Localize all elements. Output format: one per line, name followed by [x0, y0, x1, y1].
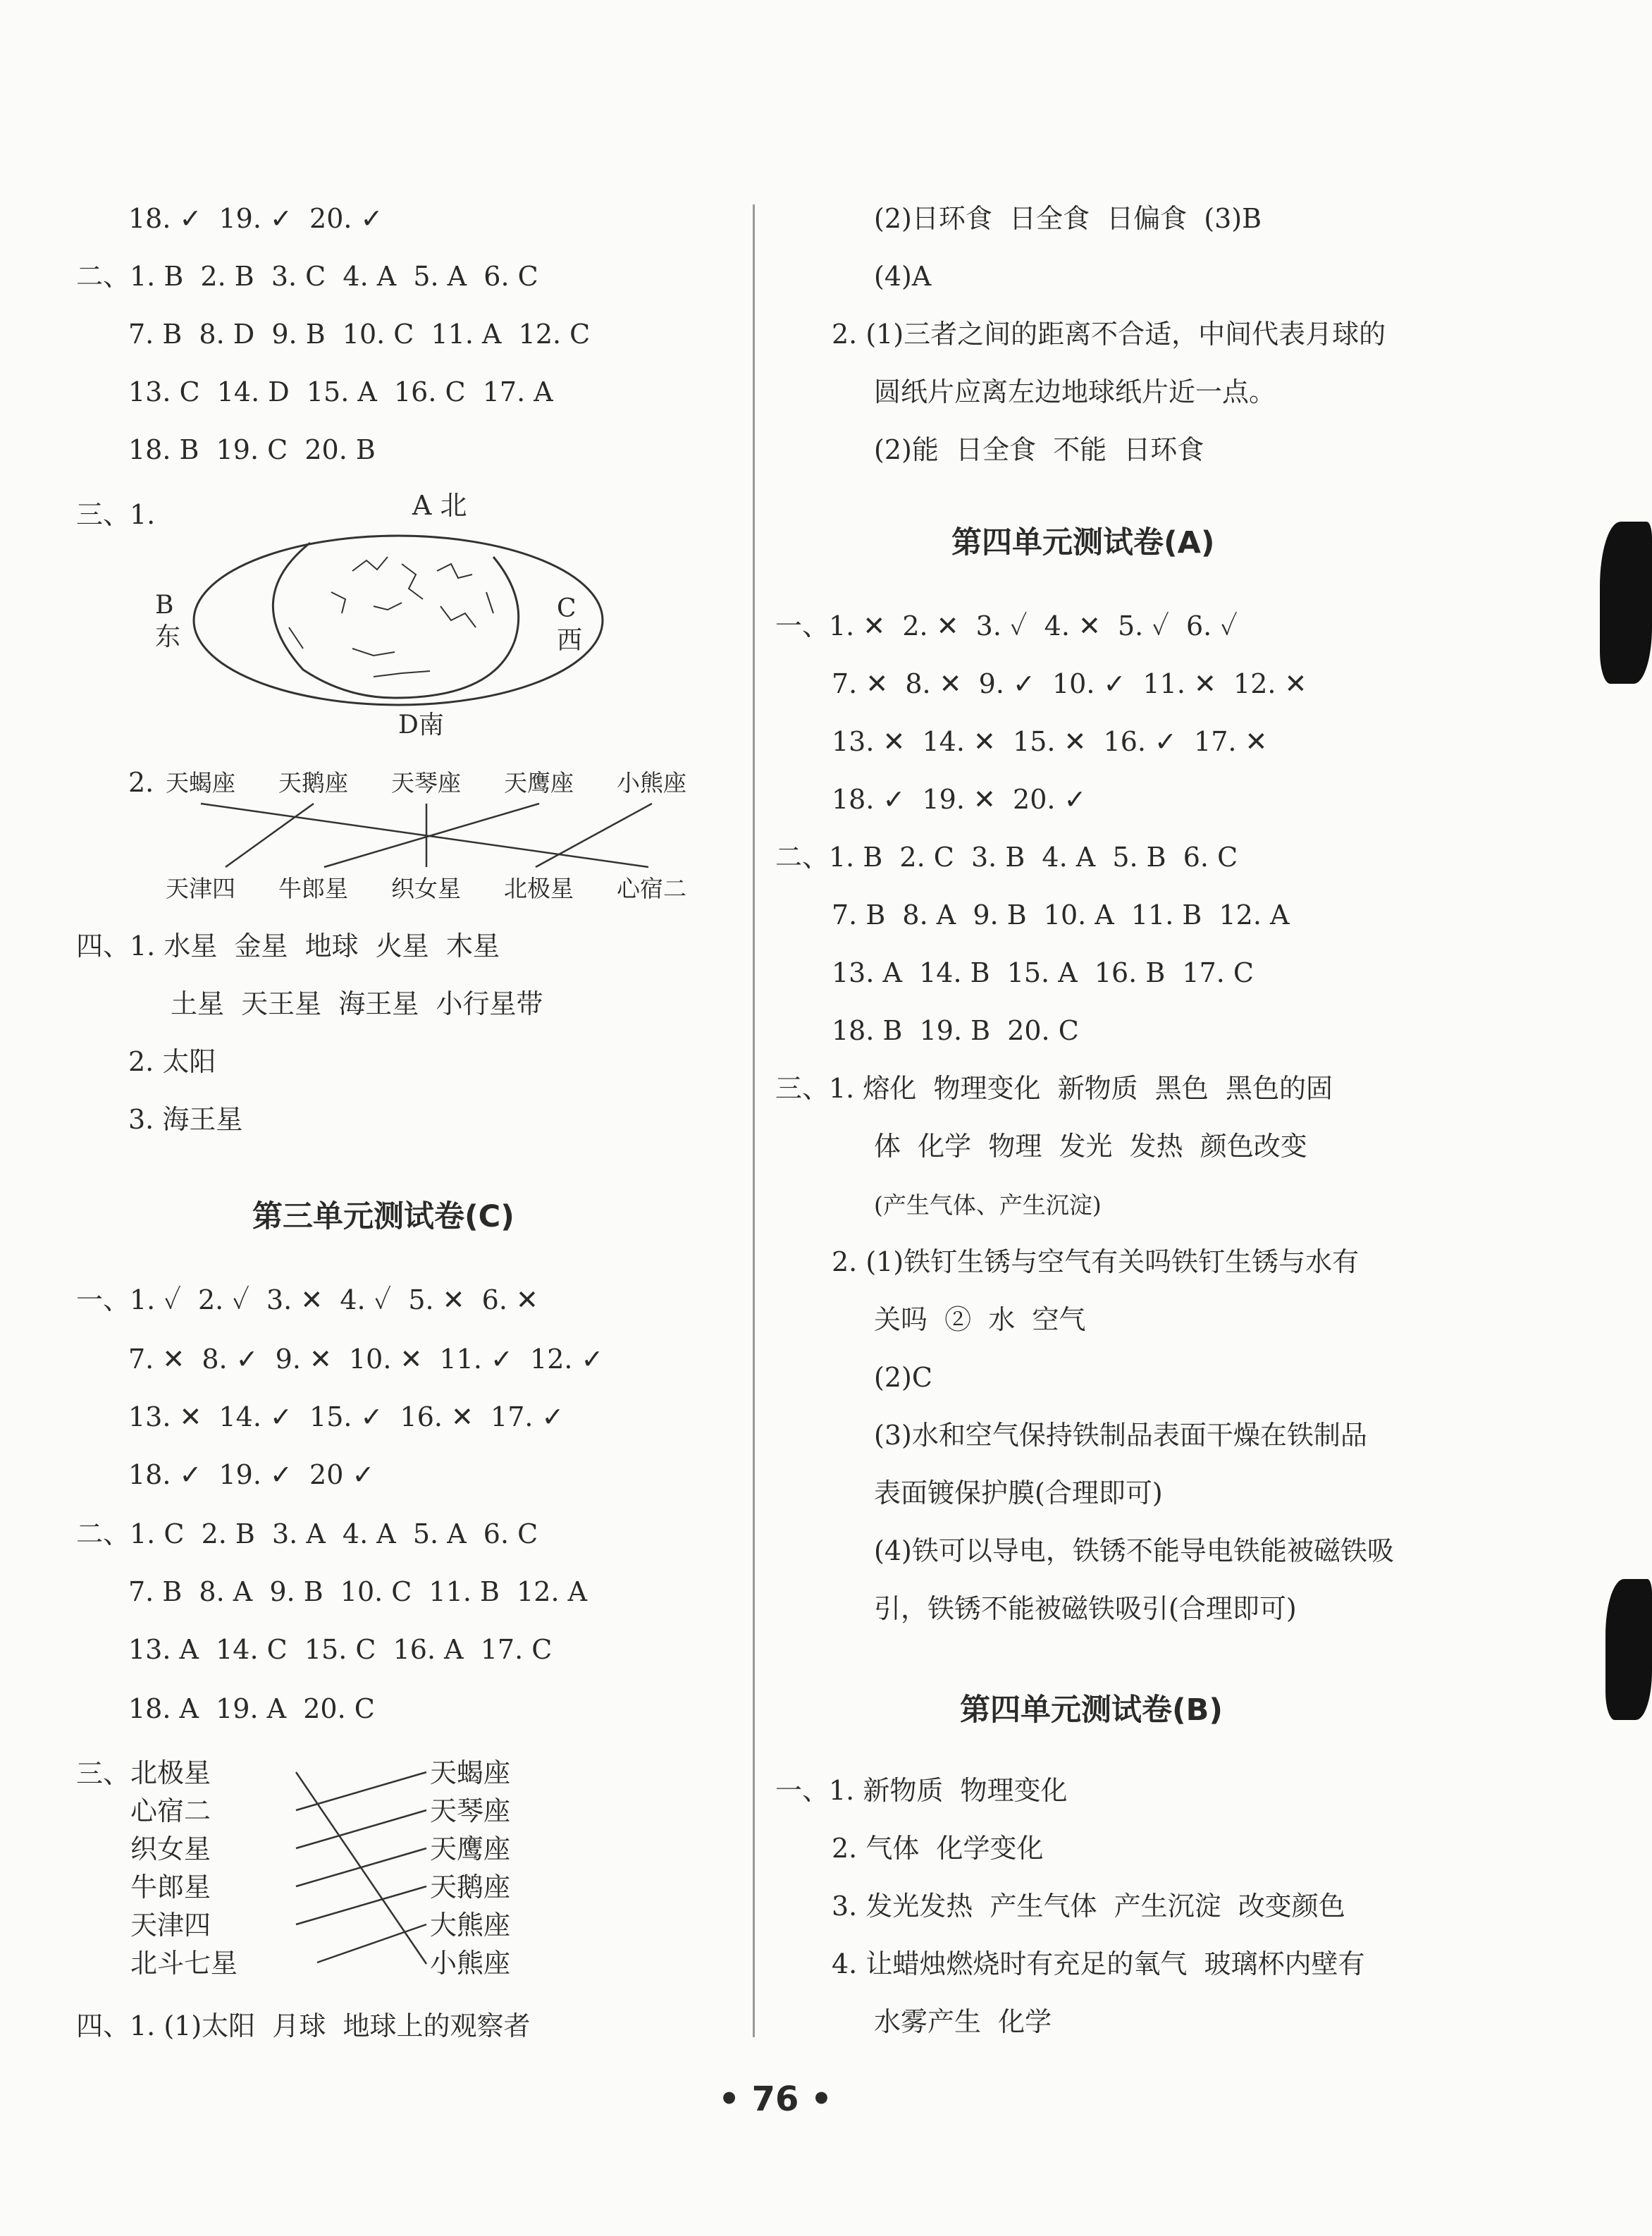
constellation-label: 天蝎座 — [166, 769, 235, 797]
answer-line: 水雾产生 化学 — [874, 2006, 1052, 2037]
answer-line: (3)水和空气保持铁制品表面干燥在铁制品 — [874, 1420, 1367, 1451]
answer-line: 土星 天王星 海王星 小行星带 — [171, 988, 543, 1019]
answer-line: 4. 让蜡烛燃烧时有充足的氧气 玻璃杯内壁有 — [832, 1948, 1365, 1979]
constellation-label: 天鹅座 — [278, 769, 348, 797]
label-west: 西 — [557, 626, 583, 655]
answer-line: (4)A — [874, 261, 932, 292]
page-number: • 76 • — [718, 2080, 832, 2119]
answer-line: 13. A 14. B 15. A 16. B 17. C — [832, 957, 1255, 988]
answer-line: 一、1. ✓ 2. ✓ 3. ✕ 4. ✓ 5. ✕ 6. ✕ — [76, 1284, 538, 1315]
answer-line: 18. ✓ 19. ✓ 20. ✓ — [128, 203, 383, 234]
matching-lines — [296, 1772, 426, 1964]
question-number: 2. — [128, 767, 154, 798]
answer-line: 18. B 19. C 20. B — [128, 434, 376, 465]
label-east: 东 — [155, 622, 181, 651]
answer-line: 3. 发光发热 产生气体 产生沉淀 改变颜色 — [832, 1891, 1345, 1922]
constellation-label: 天琴座 — [430, 1795, 511, 1826]
answer-line: (产生气体、产生沉淀) — [874, 1191, 1102, 1219]
answer-line: 三、1. 熔化 物理变化 新物质 黑色 黑色的固 — [775, 1073, 1333, 1104]
section-title: 第四单元测试卷(A) — [951, 525, 1215, 560]
answer-line: 2. (1)铁钉生锈与空气有关吗铁钉生锈与水有 — [832, 1246, 1360, 1277]
star-label: 天津四 — [130, 1910, 211, 1941]
scan-blot — [1600, 522, 1652, 684]
answer-line: 一、1. ✕ 2. ✕ 3. ✓ 4. ✕ 5. ✓ 6. ✓ — [775, 610, 1238, 641]
star-label: 心宿二 — [617, 875, 686, 902]
label-b: B — [155, 591, 174, 620]
label-c: C — [557, 594, 577, 623]
star-label: 心宿二 — [130, 1795, 211, 1826]
star-label: 北斗七星 — [130, 1948, 238, 1979]
answer-line: 体 化学 物理 发光 发热 颜色改变 — [874, 1131, 1307, 1162]
star-label: 织女星 — [391, 875, 461, 902]
answer-line: 二、1. B 2. B 3. C 4. A 5. A 6. C — [76, 261, 538, 292]
answer-line: 7. B 8. D 9. B 10. C 11. A 12. C — [128, 319, 591, 350]
answer-line: 18. B 19. B 20. C — [832, 1015, 1079, 1046]
constellation-label: 小熊座 — [617, 769, 686, 797]
star-label: 北极星 — [130, 1757, 211, 1788]
answer-line: 四、1. 水星 金星 地球 火星 木星 — [76, 930, 500, 962]
constellation-dots — [289, 557, 493, 677]
constellation-label: 天琴座 — [391, 769, 461, 797]
star-label: 织女星 — [130, 1833, 211, 1865]
answer-line: 四、1. (1)太阳 月球 地球上的观察者 — [76, 2010, 531, 2041]
constellation-matching — [162, 761, 747, 909]
answer-line: 关吗 ② 水 空气 — [874, 1304, 1086, 1335]
label-north: A 北 — [412, 490, 467, 521]
answer-line: (2)C — [874, 1362, 932, 1393]
answer-line: 二、1. B 2. C 3. B 4. A 5. B 6. C — [775, 842, 1238, 873]
answer-line: 3. 海王星 — [128, 1104, 243, 1135]
label-south: D南 — [398, 711, 444, 739]
answer-line: 7. B 8. A 9. B 10. C 11. B 12. A — [128, 1576, 588, 1607]
star-chart-diagram — [155, 486, 613, 740]
constellation-label: 大熊座 — [430, 1910, 511, 1941]
answer-line: 13. A 14. C 15. C 16. A 17. C — [128, 1634, 553, 1665]
star-label: 北极星 — [504, 875, 574, 902]
constellation-label: 小熊座 — [430, 1948, 511, 1979]
answer-line: 圆纸片应离左边地球纸片近一点。 — [874, 376, 1276, 407]
answer-line: (4)铁可以导电，铁锈不能导电铁能被磁铁吸 — [874, 1535, 1394, 1566]
answer-line: 13. ✕ 14. ✓ 15. ✓ 16. ✕ 17. ✓ — [128, 1401, 565, 1432]
constellation-label: 天鹅座 — [430, 1872, 511, 1903]
answer-line: (2)能 日全食 不能 日环食 — [874, 434, 1204, 465]
constellation-label: 天鹰座 — [430, 1833, 511, 1865]
question-number: 三、 — [76, 1758, 130, 1789]
section-title: 第三单元测试卷(C) — [252, 1199, 514, 1234]
answer-line: 二、1. C 2. B 3. A 4. A 5. A 6. C — [76, 1518, 538, 1549]
answer-line: 2. (1)三者之间的距离不合适，中间代表月球的 — [832, 319, 1386, 350]
answer-line: 三、1. — [76, 499, 156, 530]
constellation-label: 天鹰座 — [504, 769, 574, 797]
column-divider — [753, 204, 755, 2037]
answer-line: (2)日环食 日全食 日偏食 (3)B — [874, 203, 1262, 234]
answer-line: 表面镀保护膜(合理即可) — [874, 1478, 1163, 1509]
answer-line: 2. 气体 化学变化 — [832, 1833, 1044, 1864]
scan-blot — [1605, 1579, 1652, 1720]
answer-line: 2. 太阳 — [128, 1046, 216, 1077]
answer-line: 引，铁锈不能被磁铁吸引(合理即可) — [874, 1593, 1297, 1624]
star-constellation-matching — [127, 1752, 550, 1992]
answer-line: 18. ✓ 19. ✕ 20. ✓ — [832, 784, 1087, 815]
star-label: 牛郎星 — [278, 875, 348, 902]
answer-line: 18. A 19. A 20. C — [128, 1693, 375, 1724]
sky-ellipse — [194, 536, 603, 705]
answer-line: 18. ✓ 19. ✓ 20 ✓ — [128, 1459, 375, 1490]
answer-line: 13. C 14. D 15. A 16. C 17. A — [128, 376, 553, 407]
section-title: 第四单元测试卷(B) — [960, 1693, 1223, 1728]
answer-line: 7. ✕ 8. ✓ 9. ✕ 10. ✕ 11. ✓ 12. ✓ — [128, 1344, 604, 1375]
answer-line: 一、1. 新物质 物理变化 — [775, 1775, 1068, 1806]
answer-line: 7. ✕ 8. ✕ 9. ✓ 10. ✓ 11. ✕ 12. ✕ — [832, 668, 1307, 699]
answer-line: 7. B 8. A 9. B 10. A 11. B 12. A — [832, 899, 1290, 930]
matching-lines — [201, 804, 652, 867]
constellation-label: 天蝎座 — [430, 1757, 511, 1788]
star-label: 牛郎星 — [130, 1872, 211, 1903]
answer-line: 13. ✕ 14. ✕ 15. ✕ 16. ✓ 17. ✕ — [832, 726, 1268, 757]
star-label: 天津四 — [166, 875, 235, 902]
